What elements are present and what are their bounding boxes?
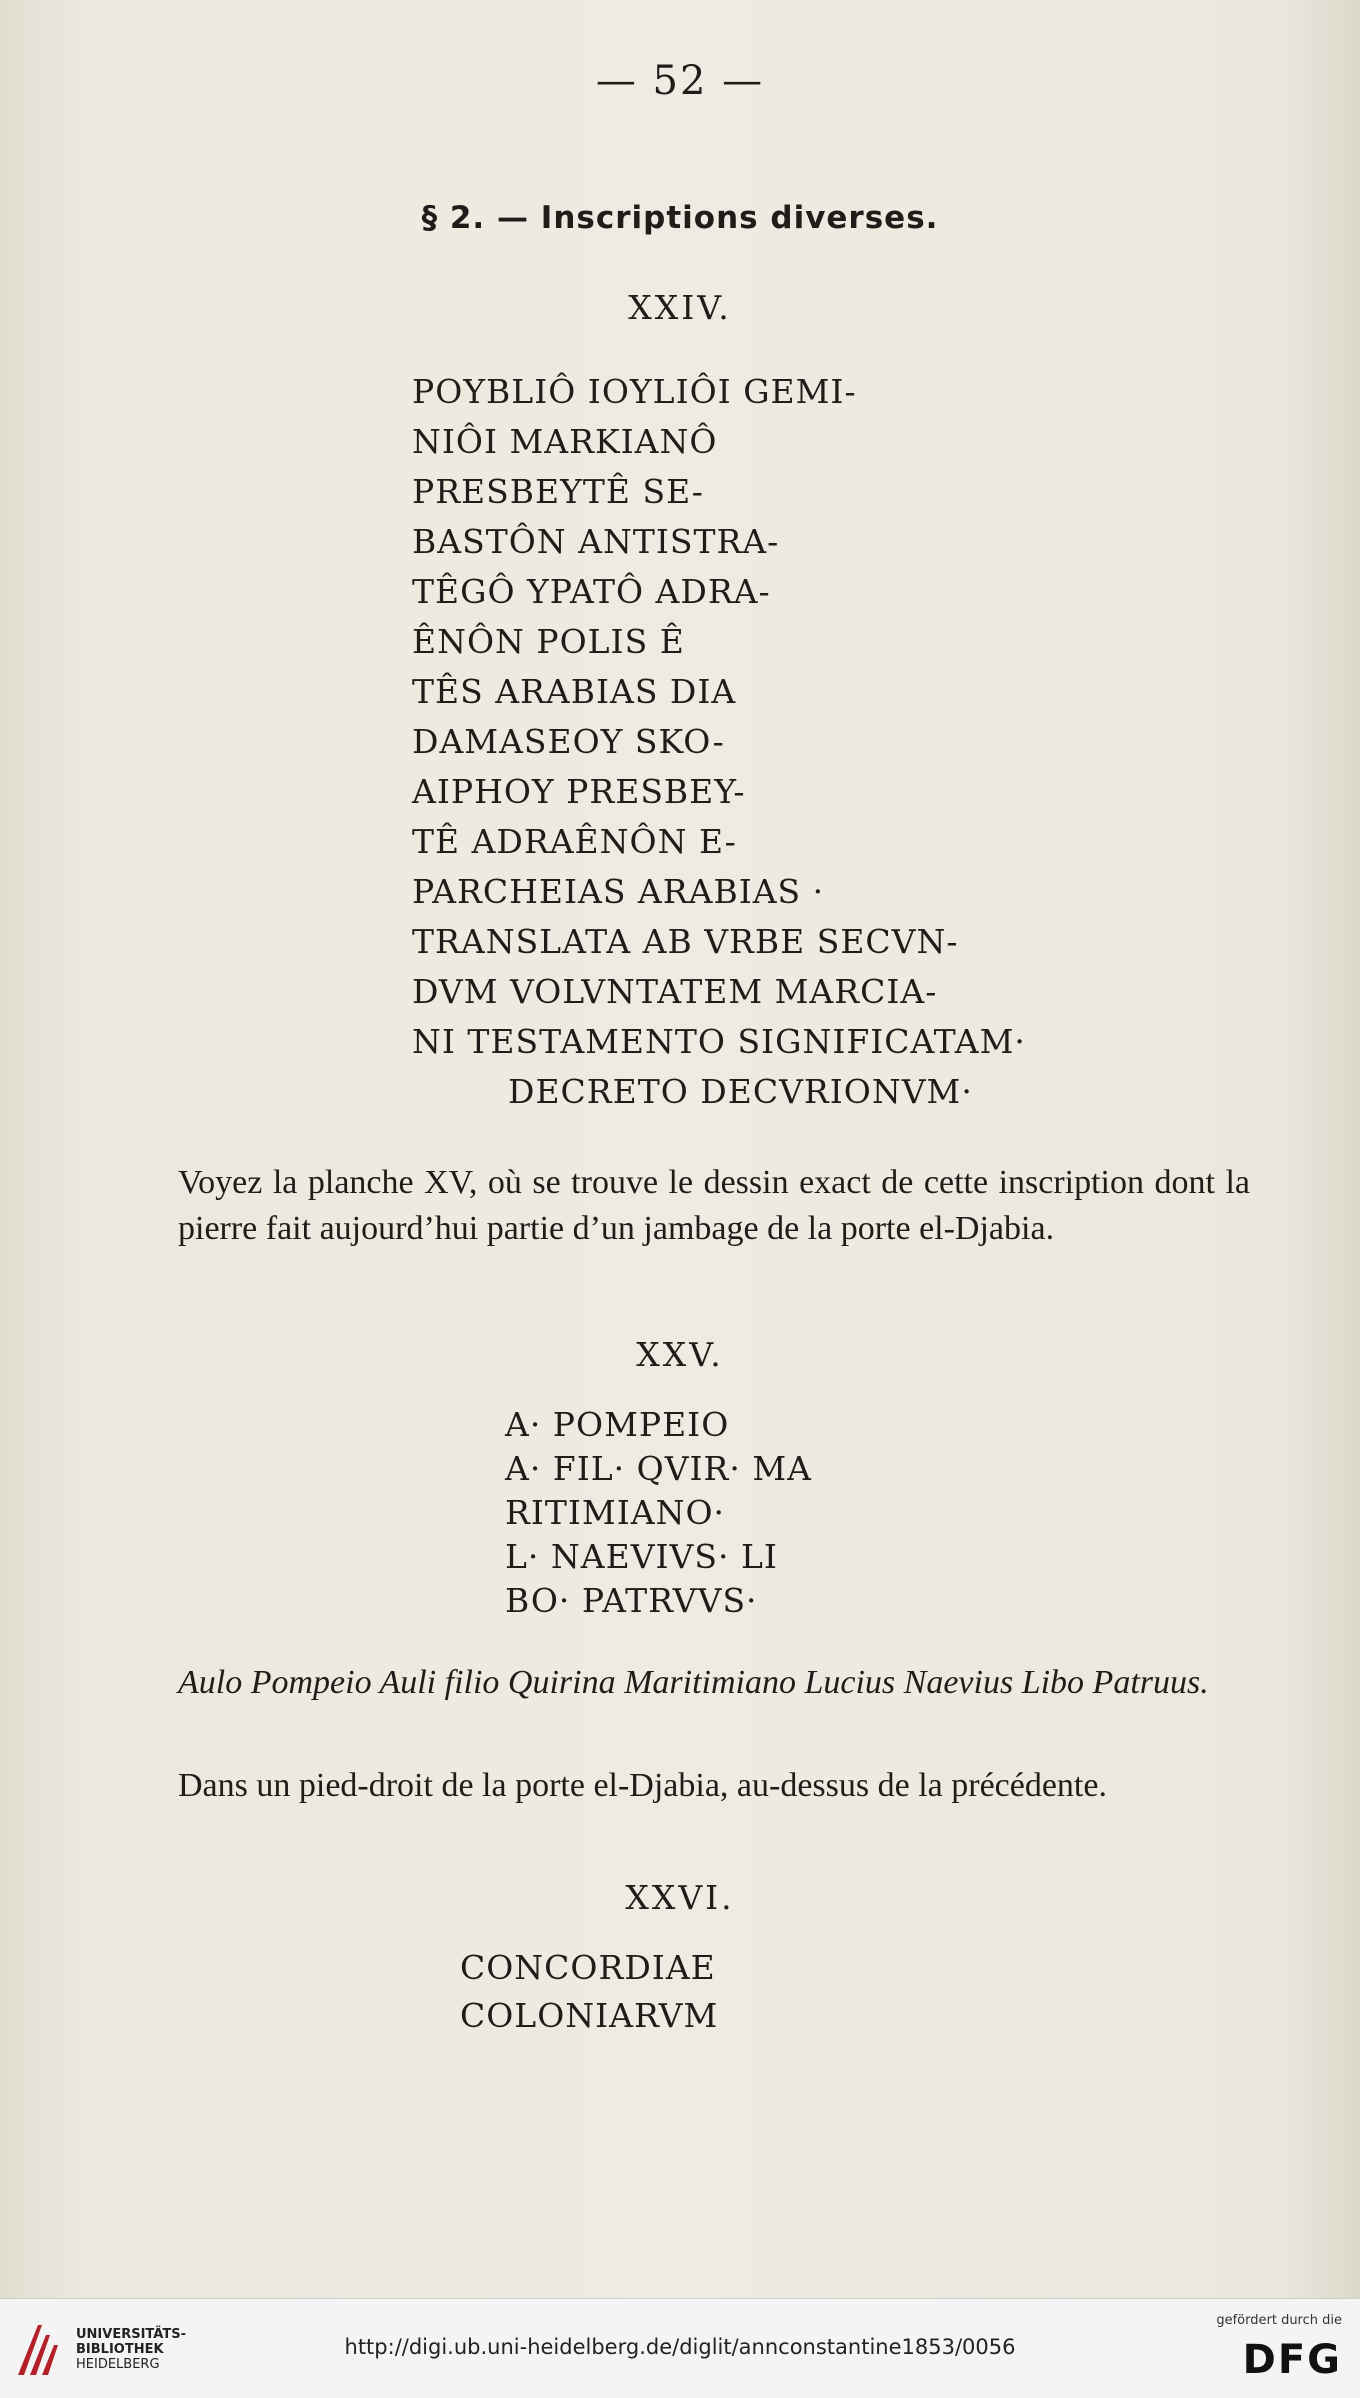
inscription-line: TÊ ADRAÊNÔN E- [412,822,737,861]
library-name-line: HEIDELBERG [76,2357,160,2372]
inscription-line: PARCHEIAS ARABIAS · [412,872,825,911]
footer-bar [0,2298,1360,2398]
inscription-line: DAMASEOY SKO- [412,722,725,761]
page-number: — 52 — [595,58,765,104]
inscription-line: BO· PATRVVS· [505,1581,758,1620]
translation-xxv: Aulo Pompeio Auli filio Quirina Maritimiano Lucius Naevius Libo Patruus. [178,1664,1209,1701]
dfg-logo[interactable]: DFG [1242,2337,1342,2383]
inscription-line: NIÔI MARKIANÔ [412,422,718,461]
inscription-line: TÊS ARABIAS DIA [412,672,737,711]
inscription-numeral-xxiv: XXIV. [628,288,732,327]
library-name-line: UNIVERSITÄTS- [76,2327,186,2342]
inscription-line: A· FIL· QVIR· MA [505,1449,813,1488]
library-name-line: BIBLIOTHEK [76,2342,164,2357]
inscription-line: RITIMIANO· [505,1493,726,1532]
inscription-line: A· POMPEIO [505,1405,730,1444]
inscription-line: ÊNÔN POLIS Ê [412,622,685,661]
inscription-line: AIPHOY PRESBEY- [412,772,746,811]
commentary-xxiv: Voyez la planche XV, où se trouve le dessin exact de cette inscription dont la pierre fait aujourd’hui partie d’un jambage de la porte el-Djabia. [178,1164,1250,1247]
inscription-line: COLONIARVM [460,1996,719,2035]
inscription-line: BASTÔN ANTISTRA- [412,522,780,561]
inscription-line: TRANSLATA AB VRBE SECVN- [412,922,959,961]
inscription-numeral-xxvi: XXVI. [625,1878,735,1917]
inscription-numeral-xxv: XXV. [636,1335,724,1374]
inscription-xxiv-text [412,367,1026,1117]
commentary-xxv: Dans un pied-droit de la porte el-Djabia, au-dessus de la précédente. [178,1767,1107,1804]
inscription-xxvi-text [460,1944,718,2040]
inscription-line: CONCORDIAE [460,1948,716,1987]
funding-caption: gefördert durch die [1216,2313,1342,2328]
section-heading: § 2. — Inscriptions diverses. [421,200,939,236]
inscription-line: DVM VOLVNTATEM MARCIA- [412,972,938,1011]
inscription-line: L· NAEVIVS· LI [505,1537,778,1576]
inscription-line: DECRETO DECVRIONVM· [508,1072,973,1111]
inscription-line: PRESBEYTÊ SE- [412,472,704,511]
inscription-line: TÊGÔ YPATÔ ADRA- [412,572,771,611]
inscription-line: NI TESTAMENTO SIGNIFICATAM· [412,1022,1026,1061]
permalink-url[interactable]: http://digi.ub.uni-heidelberg.de/diglit/annconstantine1853/0056 [344,2335,1016,2359]
inscription-xxv-text [505,1403,812,1623]
inscription-line: POYBLIÔ IOYLIÔI GEMI- [412,372,857,411]
